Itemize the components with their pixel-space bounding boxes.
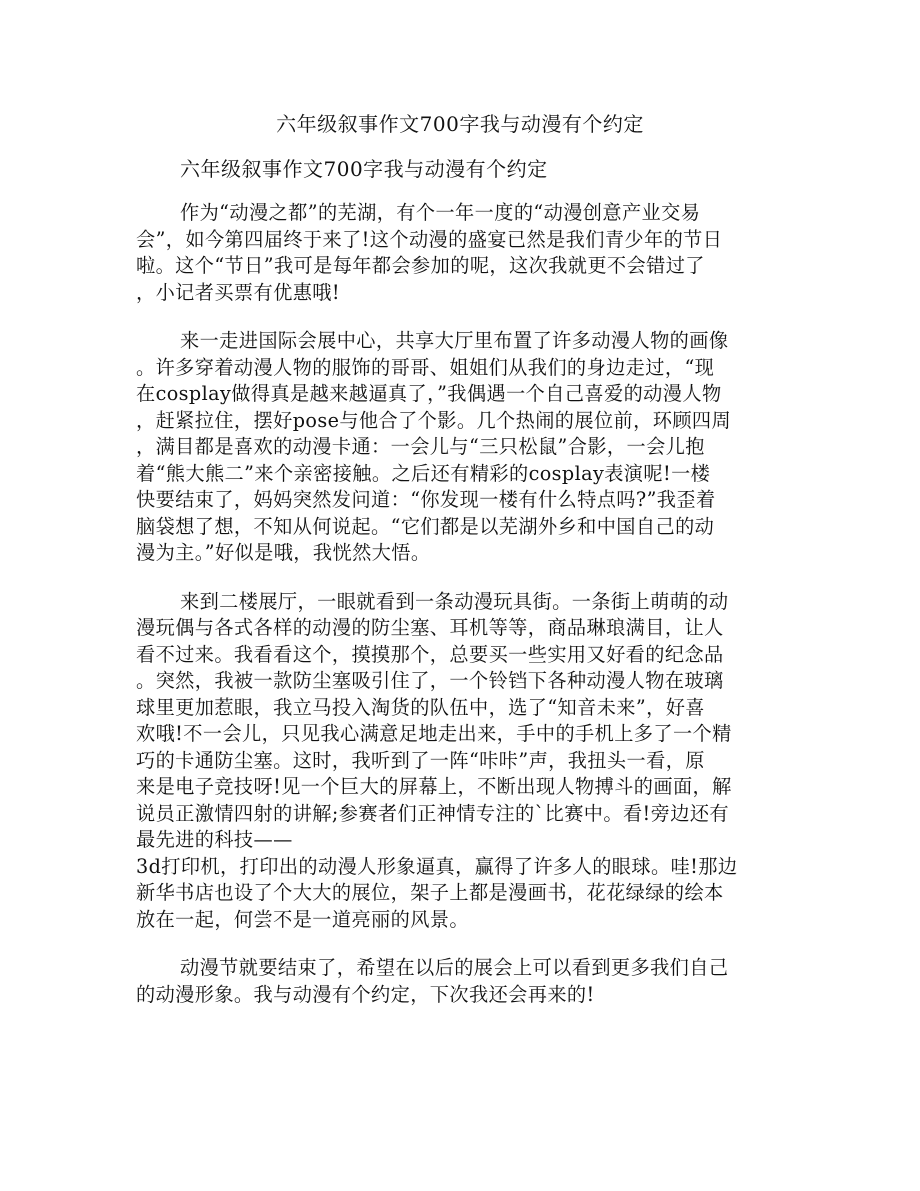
text-line: 会”，如今第四届终于来了!这个动漫的盛宴已然是我们青少年的节日 bbox=[136, 227, 723, 251]
text-line: 说员正激情四射的讲解;参赛者们正神情专注的`比赛中。看!旁边还有 bbox=[136, 801, 730, 825]
text-line: 漫为主。”好似是哦，我恍然大悟。 bbox=[136, 541, 431, 564]
text-line: ，赶紧拉住，摆好pose与他合了个影。几个热闹的展位前，环顾四周 bbox=[136, 408, 732, 432]
text-line: 漫玩偶与各式各样的动漫的防尘塞、耳机等等，商品琳琅满目，让人 bbox=[136, 616, 724, 639]
paragraph-2 bbox=[136, 328, 796, 567]
text-line: 作为“动漫之都”的芜湖，有个一年一度的“动漫创意产业交易 bbox=[180, 201, 701, 224]
text-line: ，小记者买票有优惠哦! bbox=[136, 280, 340, 304]
text-line: 来到二楼展厅，一眼就看到一条动漫玩具街。一条街上萌萌的动 bbox=[180, 589, 729, 613]
text-line: 动漫节就要结束了，希望在以后的展会上可以看到更多我们自己 bbox=[180, 956, 729, 979]
text-line: 3d打印机，打印出的动漫人形象逼真，赢得了许多人的眼球。哇!那边 bbox=[136, 854, 738, 878]
text-line: 看不过来。我看看这个，摸摸那个，总要买一些实用又好看的纪念品 bbox=[136, 642, 724, 666]
text-line: 最先进的科技—— bbox=[136, 828, 293, 851]
text-line: 。许多穿着动漫人物的服饰的哥哥、姐姐们从我们的身边走过，“现 bbox=[136, 355, 715, 379]
text-line: 。突然，我被一款防尘塞吸引住了，一个铃铛下各种动漫人物在玻璃 bbox=[136, 669, 724, 692]
text-line: 啦。这个“节日”我可是每年都会参加的呢，这次我就更不会错过了 bbox=[136, 254, 705, 277]
text-line: 着“熊大熊二”来个亲密接触。之后还有精彩的cosplay表演呢!一楼 bbox=[136, 461, 711, 485]
text-line: 巧的卡通防尘塞。这时，我听到了一阵“咔咔”声，我扭头一看，原 bbox=[136, 748, 705, 772]
paragraph-4 bbox=[136, 955, 796, 1008]
text-line: 新华书店也设了个大大的展位，架子上都是漫画书，花花绿绿的绘本 bbox=[136, 881, 724, 904]
text-line: 球里更加惹眼，我立马投入淘货的队伍中，选了“知音未来”，好喜 bbox=[136, 695, 705, 719]
text-line: 在cosplay做得真是越来越逼真了，”我偶遇一个自己喜爱的动漫人物 bbox=[136, 382, 722, 405]
text-line: 欢哦!不一会儿，只见我心满意足地走出来，手中的手机上多了一个精 bbox=[136, 722, 732, 745]
document-subtitle: 六年级叙事作文700字我与动漫有个约定 bbox=[180, 157, 548, 181]
paragraph-1 bbox=[136, 200, 796, 306]
text-line: ，满目都是喜欢的动漫卡通：一会儿与“三只松鼠”合影，一会儿抱 bbox=[136, 435, 705, 458]
text-line: 来一走进国际会展中心，共享大厅里布置了许多动漫人物的画像 bbox=[180, 329, 729, 352]
text-line: 的动漫形象。我与动漫有个约定，下次我还会再来的! bbox=[136, 982, 595, 1006]
text-line: 快要结束了，妈妈突然发问道：“你发现一楼有什么特点吗?”我歪着 bbox=[136, 488, 716, 511]
paragraph-3 bbox=[136, 589, 796, 934]
document-title: 六年级叙事作文700字我与动漫有个约定 bbox=[276, 112, 644, 136]
text-line: 放在一起，何尝不是一道亮丽的风景。 bbox=[136, 907, 469, 931]
text-line: 脑袋想了想，不知从何说起。“它们都是以芜湖外乡和中国自己的动 bbox=[136, 514, 715, 538]
article-body bbox=[136, 200, 796, 1030]
text-line: 来是电子竞技呀!见一个巨大的屏幕上，不断出现人物搏斗的画面，解 bbox=[136, 775, 732, 798]
